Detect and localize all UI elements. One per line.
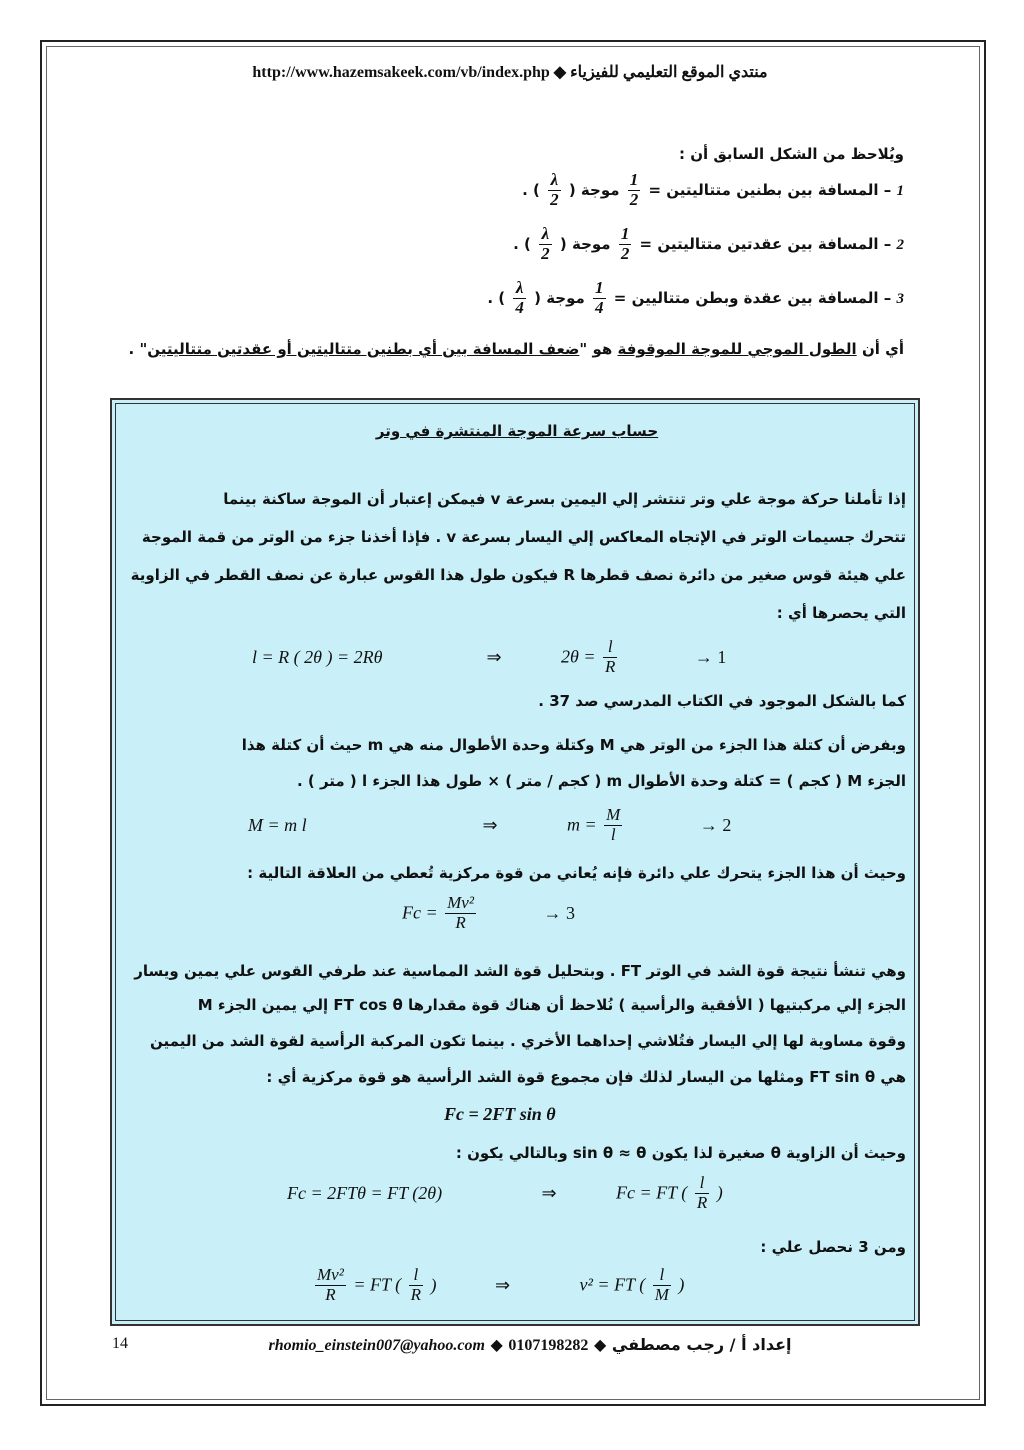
eq-mid: m = (567, 814, 597, 835)
implies-icon: ⇒ (482, 814, 498, 835)
equation-2 (248, 806, 731, 844)
eq-right: v² = FT ( (579, 1274, 646, 1295)
forum-url[interactable]: http://www.hazemsakeek.com/vb/index.php (252, 64, 550, 81)
diamond-icon: ◆ (490, 1335, 503, 1354)
forum-name: منتدي الموقع التعليمي للفيزياء (570, 64, 768, 81)
eq-fraction-right: $\frac{l}{M}$ (654, 1265, 669, 1304)
para6: وحيث أن الزاوية θ صغيرة لذا يكون sin θ ≈ θ وبالتالي يكون : (455, 1144, 906, 1162)
lambda-fraction: $\frac{\lambda}{2}$ (550, 170, 559, 209)
para7: ومن 3 نحصل علي : (760, 1238, 906, 1256)
item-number: 3 (896, 291, 904, 307)
equation-1 (252, 638, 726, 676)
equation-6 (312, 1266, 684, 1304)
diamond-icon: ◆ (553, 64, 567, 81)
item-dash: – (883, 289, 892, 307)
eq-fraction: $\frac{l}{R}$ (696, 1173, 708, 1212)
eq-fraction: $\frac{M}{l}$ (606, 805, 621, 844)
derivation-box (110, 398, 920, 1326)
equation-5 (287, 1174, 723, 1212)
lambda-fraction: $\frac{\lambda}{2}$ (541, 224, 550, 263)
eq-close: ) (430, 1274, 437, 1295)
item-end: ) . (487, 289, 506, 307)
footer-credit (250, 1335, 810, 1355)
eq-fraction: $\frac{\text{Mv²}}{R}$ (447, 893, 474, 932)
conclusion-part: هو " (579, 340, 613, 358)
page-number: 14 (112, 1335, 128, 1352)
conclusion-line (129, 340, 904, 358)
fraction: $\frac{1}{2}$ (620, 224, 630, 263)
wave-label: موجة ( (559, 235, 611, 253)
item-number: 1 (896, 183, 904, 199)
item-end: ) . (522, 181, 540, 199)
eq-left: M = m l (248, 814, 307, 835)
eq-left: Fc = 2FTθ = FT (2θ) (287, 1182, 443, 1203)
item-row-1 (522, 168, 904, 213)
para5-line3: وقوة مساوية لها إلي اليسار فتُلاشي إحداهما الأخري . بينما تكون المركبة الرأسية لقوة الشد من اليمين (150, 1032, 906, 1050)
item-text: المسافة بين عقدتين متتاليتين = (639, 235, 879, 253)
eq-ref: → 2 (699, 814, 732, 835)
item-number: 2 (896, 237, 904, 253)
eq-ref: → 1 (694, 646, 727, 667)
eq-mid: = FT ( (353, 1274, 402, 1295)
eq-fraction: $\frac{l}{R}$ (410, 1265, 422, 1304)
item-text: المسافة بين بطنين متتاليتين = (648, 181, 879, 199)
footer-phone: 0107198282 (508, 1337, 589, 1354)
eq-mid: 2θ = (561, 646, 596, 667)
item-text: المسافة بين عقدة وبطن متتاليين = (613, 289, 879, 307)
conclusion-part: أي أن (861, 340, 904, 358)
equation-4: Fc = 2FT sin θ (444, 1104, 556, 1124)
eq-fraction-left: $\frac{\text{Mv²}}{R}$ (317, 1265, 344, 1304)
para4: وحيث أن هذا الجزء يتحرك علي دائرة فإنه يُعاني من قوة مركزية تُعطي من العلاقة التالية : (247, 864, 906, 882)
para1-line1: إذا تأملنا حركة موجة علي وتر تنتشر إلي اليمين بسرعة v فيمكن إعتبار أن الموجة ساكنة بينما (223, 490, 906, 508)
diamond-icon: ◆ (593, 1335, 607, 1354)
eq-left: l = R ( 2θ ) = 2Rθ (252, 646, 383, 667)
intro-text: ويُلاحظ من الشكل السابق أن : (678, 145, 904, 163)
eq-ref: → 3 (543, 902, 575, 923)
para1-line4: التي يحصرها أي : (776, 604, 906, 622)
para1-line3: علي هيئة قوس صغير من دائرة نصف قطرها R فيكون طول هذا القوس عبارة عن نصف القطر في الزاوية (130, 566, 906, 584)
para5-line4: هي FT sin θ ومثلها من اليسار لذلك فإن مجموع قوة الشد الرأسية هو قوة مركزية أي : (266, 1068, 906, 1086)
footer-author: إعداد أ / رجب مصطفي (611, 1335, 792, 1354)
para3-line2: الجزء M ( كجم ) = كتلة وحدة الأطوال m ( كجم / متر ) × طول هذا الجزء l ( متر ) . (296, 772, 906, 790)
footer-email[interactable]: rhomio_einstein007@yahoo.com (268, 1337, 485, 1354)
item-end: ) . (513, 235, 531, 253)
conclusion-underlined: ضعف المسافة بين أي بطنين متتاليتين أو عقدتين متتاليتين (147, 340, 580, 358)
para1-line2: تتحرك جسيمات الوتر في الإتجاه المعاكس إلي اليسار بسرعة v . فإذا أخذنا جزء من الوتر من قمة الموجة (141, 528, 906, 546)
item-row-3 (487, 276, 904, 321)
item-row-2 (513, 222, 904, 267)
item-dash: – (883, 235, 892, 253)
implies-icon: ⇒ (541, 1182, 557, 1203)
equation-3 (402, 894, 575, 932)
item-dash: – (883, 181, 892, 199)
para5-line2: الجزء إلي مركبتيها ( الأفقية والرأسية ) نُلاحظ أن هناك قوة مقدارها FT cos θ إلي يمين الجزء M (197, 996, 906, 1014)
eq-mid: Fc = FT ( (616, 1182, 688, 1203)
eq-left: Fc = (402, 902, 438, 923)
conclusion-part: " . (128, 340, 148, 358)
fraction: $\frac{1}{2}$ (629, 170, 639, 209)
lambda-fraction: $\frac{\lambda}{4}$ (515, 278, 524, 317)
wave-label: موجة ( (534, 289, 585, 307)
eq-close: ) (678, 1274, 685, 1295)
eq-close: ) (716, 1182, 723, 1203)
page-header (60, 62, 960, 82)
para5-line1: وهي تنشأ نتيجة قوة الشد في الوتر FT . وبتحليل قوة الشد المماسية عند طرفي القوس علي يمين ويسار (134, 962, 906, 980)
eq-fraction: $\frac{l}{R}$ (605, 637, 616, 676)
box-title: حساب سرعة الموجة المنتشرة في وتر (375, 422, 659, 440)
implies-icon: ⇒ (486, 646, 502, 667)
conclusion-underlined: الطول الموجي للموجة الموقوفة (617, 340, 857, 358)
para3-line1: وبفرض أن كتلة هذا الجزء من الوتر هي M وكتلة وحدة الأطوال منه هي m حيث أن كتلة هذا (241, 736, 906, 754)
para2: كما بالشكل الموجود في الكتاب المدرسي صد 37 . (538, 692, 906, 710)
implies-icon: ⇒ (495, 1274, 511, 1295)
fraction: $\frac{1}{4}$ (595, 278, 604, 317)
wave-label: موجة ( (568, 181, 620, 199)
